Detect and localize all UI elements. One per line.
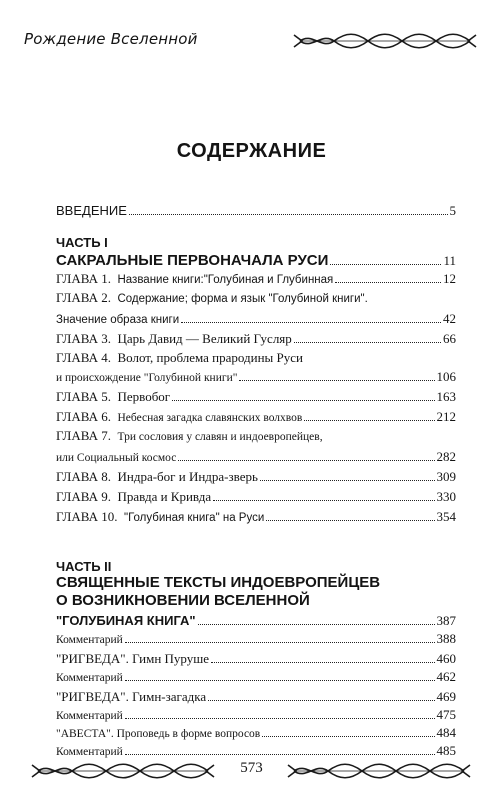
toc-entry-label: "АВЕСТА". Проповедь в форме вопросов xyxy=(56,728,261,740)
header-ornament-icon xyxy=(292,30,478,52)
toc-entry-page: 462 xyxy=(436,669,456,684)
toc-entry-page: 66 xyxy=(443,331,456,346)
leader-dots xyxy=(266,506,434,521)
toc-entry-page: 106 xyxy=(436,369,456,384)
toc-chapter-3 xyxy=(56,328,456,348)
toc-entry-page: 5 xyxy=(449,203,456,218)
leader-dots xyxy=(304,406,434,421)
toc-entry-label: "РИГВЕДА". Гимн-загадка xyxy=(56,689,207,704)
toc-entry-label: Комментарий xyxy=(56,634,123,646)
toc-entry-commentary-2 xyxy=(56,666,456,686)
running-header-title: Рождение Вселенной xyxy=(24,30,198,48)
toc-chapter-2-cont xyxy=(56,308,456,328)
toc-chapter-2 xyxy=(56,288,456,308)
toc-chapter-1 xyxy=(56,268,456,288)
toc-chapter-4 xyxy=(56,348,456,368)
toc-chapter-7-cont xyxy=(56,446,456,466)
part-2-title-line-2: О ВОЗНИКНОВЕНИИ ВСЕЛЕННОЙ xyxy=(56,592,310,609)
toc-chapter-6 xyxy=(56,406,456,426)
toc-heading: СОДЕРЖАНИЕ xyxy=(176,140,327,162)
toc-entry-page: 11 xyxy=(443,253,456,268)
toc-entry-page: 42 xyxy=(443,311,456,326)
chapter-number: ГЛАВА 3. xyxy=(56,331,111,346)
leader-dots xyxy=(125,740,435,755)
toc-entry-page: 163 xyxy=(436,389,456,404)
toc-chapter-5 xyxy=(56,386,456,406)
chapter-number: ГЛАВА 10. xyxy=(56,509,118,524)
toc-entry-commentary-1 xyxy=(56,628,456,648)
toc-entry-label: ВВЕДЕНИЕ xyxy=(56,203,127,218)
toc-entry-label: "ГОЛУБИНАЯ КНИГА" xyxy=(56,613,196,628)
toc-entry-avesta xyxy=(56,722,456,742)
chapter-number: ГЛАВА 2. xyxy=(56,290,111,305)
toc-chapter-9 xyxy=(56,486,456,506)
chapter-number: ГЛАВА 4. xyxy=(56,350,111,365)
toc-entry-label: Комментарий xyxy=(56,746,123,758)
chapter-title: "Голубиная книга" на Руси xyxy=(123,512,265,524)
toc-entry-intro xyxy=(56,200,456,220)
chapter-title: Три сословия у славян и индоевропейцев, xyxy=(117,431,323,443)
footer-ornament-right-icon xyxy=(286,760,472,782)
leader-dots xyxy=(208,686,434,701)
leader-dots xyxy=(172,386,434,401)
part-2-title-line-1: СВЯЩЕННЫЕ ТЕКСТЫ ИНДОЕВРОПЕЙЦЕВ xyxy=(56,574,381,591)
leader-dots xyxy=(198,610,435,625)
chapter-title: Первобог xyxy=(117,389,171,404)
part-2-label: ЧАСТЬ II xyxy=(56,559,112,574)
toc-entry-page: 212 xyxy=(436,409,456,424)
chapter-title: Небесная загадка славянских волхвов xyxy=(117,412,303,424)
chapter-title-cont: и происхождение "Голубиной книги" xyxy=(56,372,238,384)
leader-dots xyxy=(178,446,434,461)
toc-entry-page: 388 xyxy=(436,631,456,646)
leader-dots xyxy=(129,200,448,215)
toc-chapter-10 xyxy=(56,506,456,526)
chapter-title: Название книги:"Голубиная и Глубинная xyxy=(117,274,334,286)
toc-chapter-4-cont xyxy=(56,366,456,386)
leader-dots xyxy=(181,308,441,323)
chapter-number: ГЛАВА 1. xyxy=(56,271,111,286)
toc-entry-page: 460 xyxy=(436,651,456,666)
chapter-title-cont: Значение образа книги xyxy=(56,314,180,326)
toc-entry-golubinaya xyxy=(56,610,456,630)
toc-entry-page: 475 xyxy=(436,707,456,722)
leader-dots xyxy=(213,486,434,501)
leader-dots xyxy=(294,328,441,343)
part-1-label: ЧАСТЬ I xyxy=(56,235,108,250)
toc-entry-commentary-4 xyxy=(56,740,456,760)
leader-dots xyxy=(335,268,441,283)
toc-chapter-8 xyxy=(56,466,456,486)
toc-entry-label: "РИГВЕДА". Гимн Пуруше xyxy=(56,651,210,666)
chapter-title: Правда и Кривда xyxy=(117,489,212,504)
chapter-number: ГЛАВА 9. xyxy=(56,489,111,504)
chapter-number: ГЛАВА 6. xyxy=(56,409,111,424)
toc-entry-page: 469 xyxy=(436,689,456,704)
toc-entry-page: 309 xyxy=(436,469,456,484)
toc-entry-page: 330 xyxy=(436,489,456,504)
chapter-title: Царь Давид — Великий Гусляр xyxy=(117,331,292,346)
leader-dots xyxy=(125,704,435,719)
page-number: 573 xyxy=(240,760,263,776)
chapter-title: Волот, проблема прародины Руси xyxy=(117,350,303,365)
leader-dots xyxy=(330,250,441,265)
leader-dots xyxy=(260,466,435,481)
chapter-title: Индра-бог и Индра-зверь xyxy=(117,469,258,484)
toc-entry-page: 354 xyxy=(436,509,456,524)
toc-entry-page: 484 xyxy=(436,725,456,740)
toc-entry-commentary-3 xyxy=(56,704,456,724)
leader-dots xyxy=(239,366,434,381)
toc-entry-label: Комментарий xyxy=(56,710,123,722)
leader-dots xyxy=(125,666,435,681)
chapter-title-cont: или Социальный космос xyxy=(56,452,177,464)
chapter-number: ГЛАВА 5. xyxy=(56,389,111,404)
leader-dots xyxy=(211,648,434,663)
part-1-title-entry xyxy=(56,250,456,270)
toc-entry-page: 387 xyxy=(436,613,456,628)
toc-entry-page: 12 xyxy=(443,271,456,286)
toc-entry-rigveda-riddle xyxy=(56,686,456,706)
toc-chapter-7 xyxy=(56,426,456,446)
toc-entry-label: Комментарий xyxy=(56,672,123,684)
chapter-number: ГЛАВА 8. xyxy=(56,469,111,484)
toc-entry-page: 282 xyxy=(436,449,456,464)
chapter-title: Содержание; форма и язык "Голубиной книги". xyxy=(117,293,368,305)
part-1-title: САКРАЛЬНЫЕ ПЕРВОНАЧАЛА РУСИ xyxy=(56,252,329,269)
toc-entry-page: 485 xyxy=(436,743,456,758)
leader-dots xyxy=(262,722,434,737)
chapter-number: ГЛАВА 7. xyxy=(56,428,111,443)
toc-entry-rigveda-purusha xyxy=(56,648,456,668)
leader-dots xyxy=(125,628,435,643)
